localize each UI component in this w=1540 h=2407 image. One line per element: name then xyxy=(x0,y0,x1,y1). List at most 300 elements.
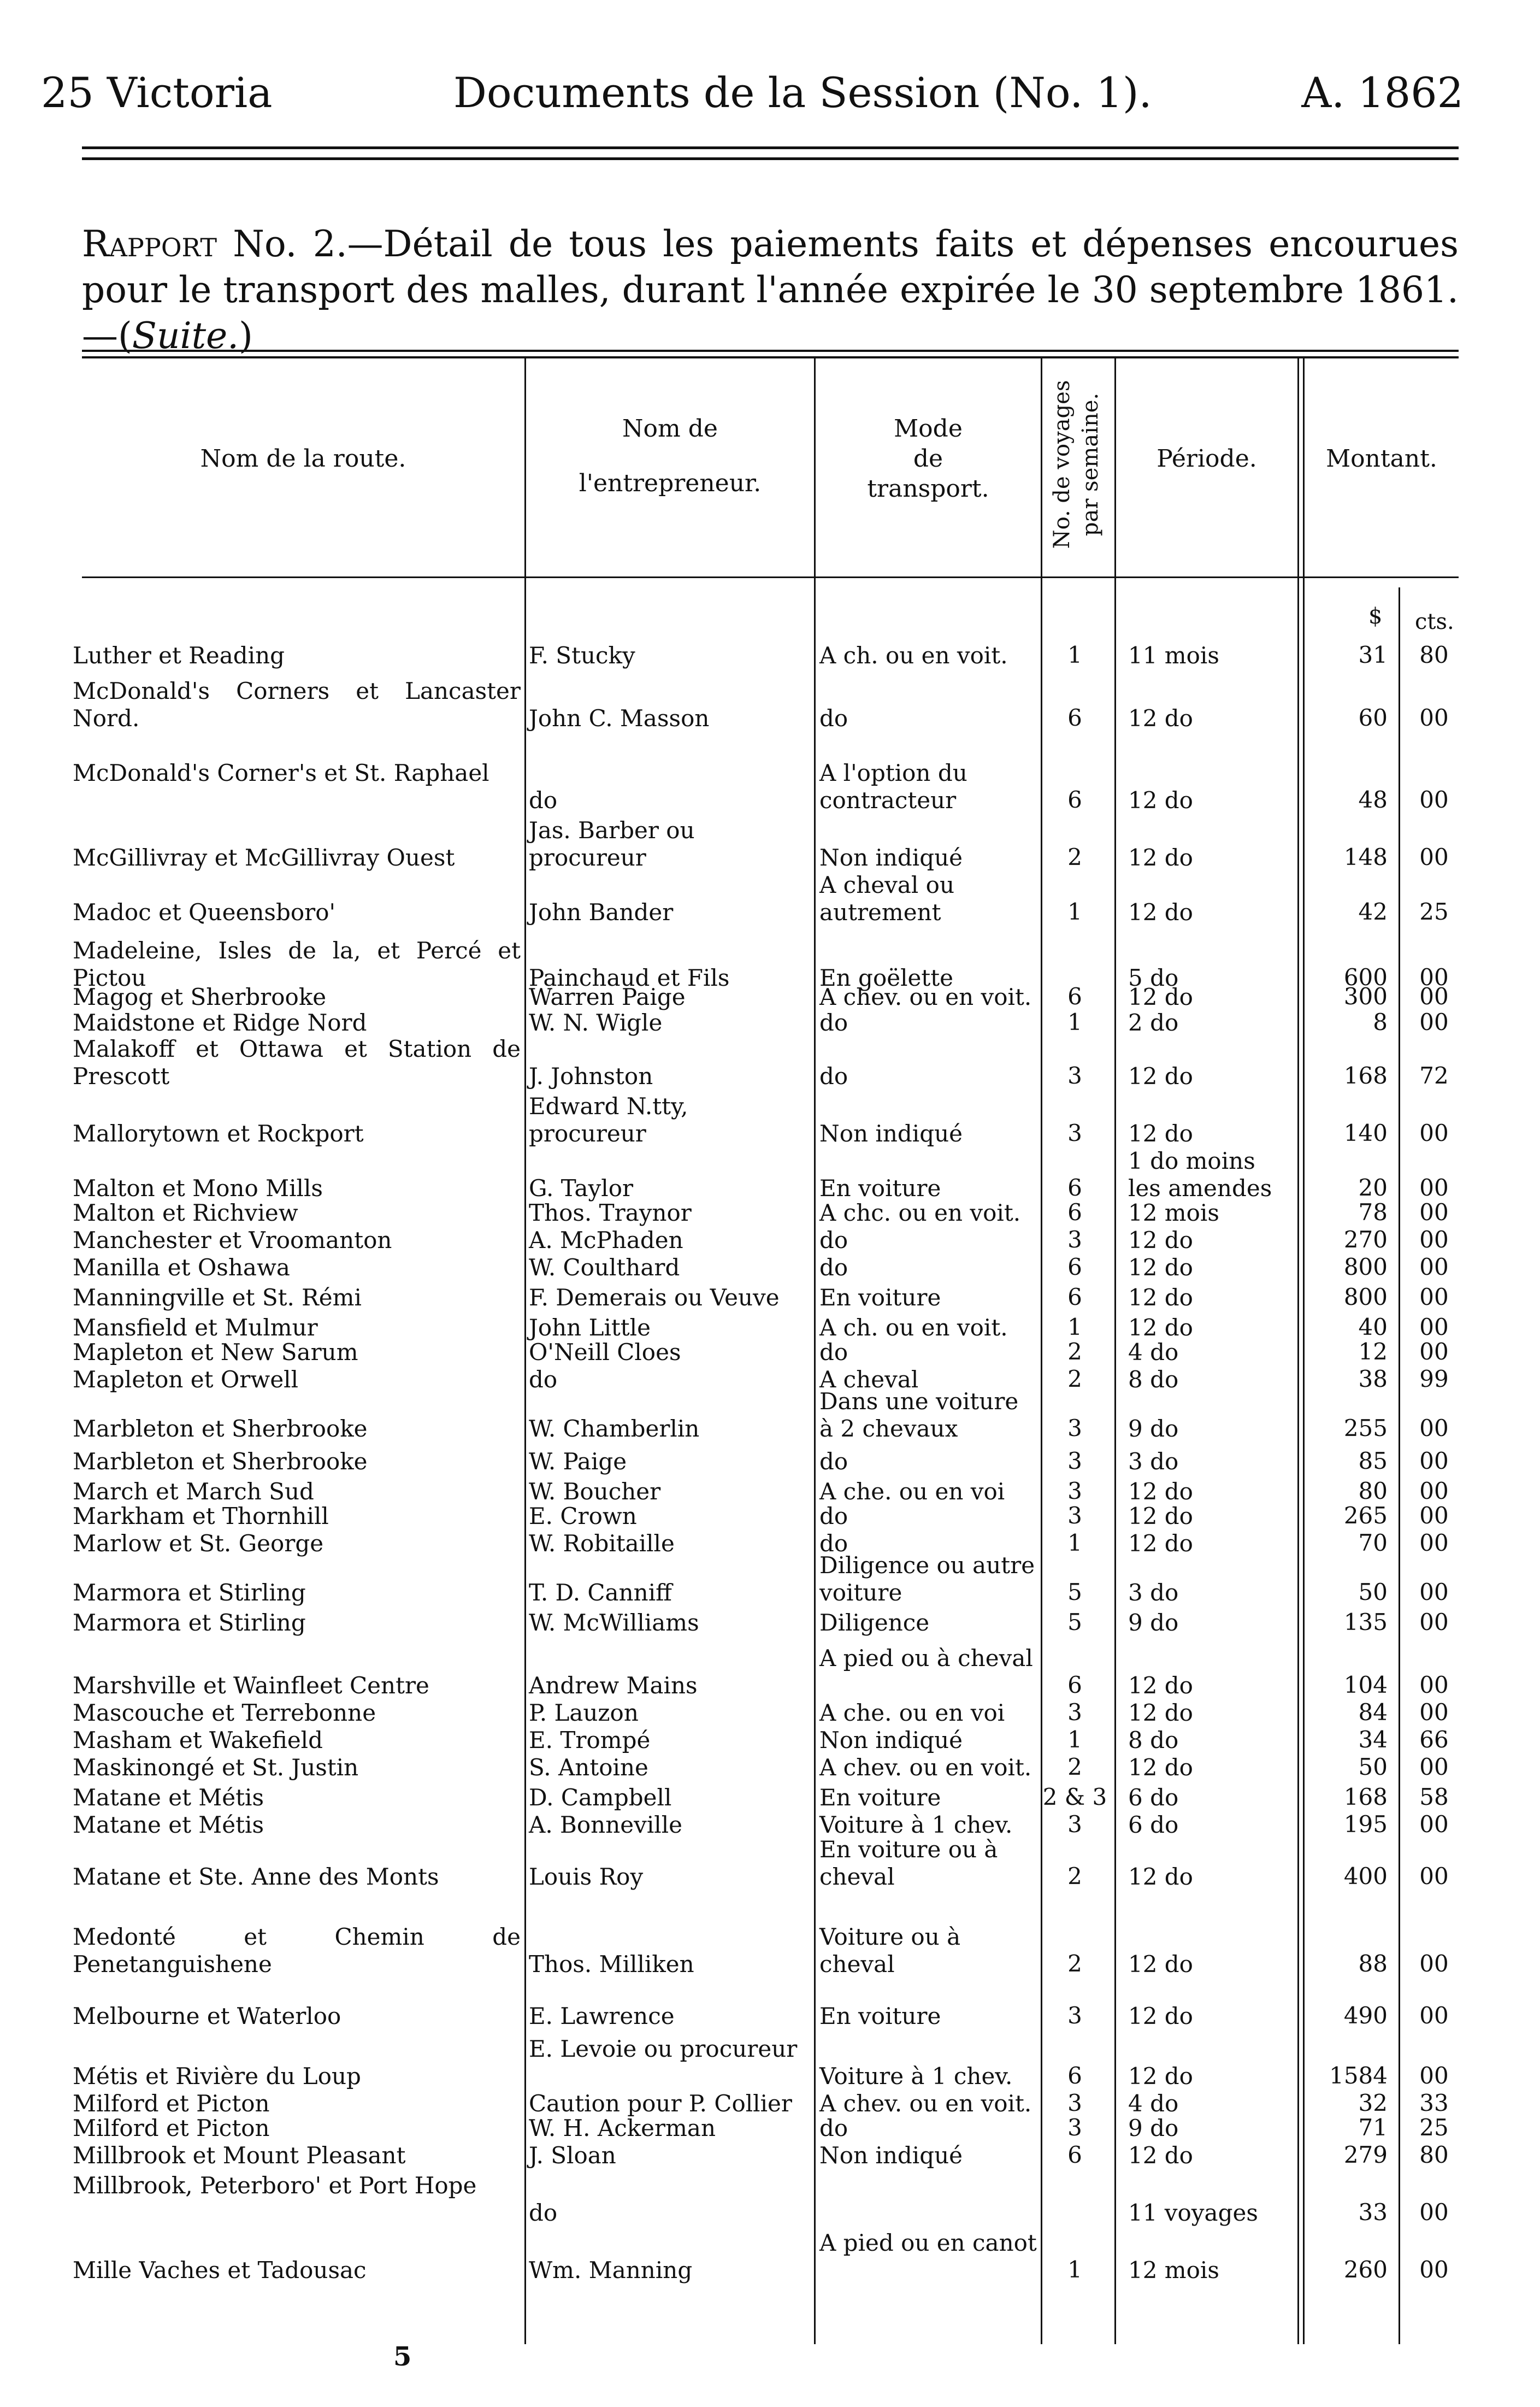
transport-mode: A che. ou en voi xyxy=(819,1478,1005,1505)
voyages-per-week: 6 xyxy=(1067,1253,1082,1280)
voyages-per-week: 6 xyxy=(1067,2062,1082,2089)
amount-dollars: 800 xyxy=(1343,1253,1388,1280)
route-name: Marbleton et Sherbrooke xyxy=(73,1448,368,1475)
transport-mode: do xyxy=(819,1448,848,1475)
period: 12 do xyxy=(1128,1672,1193,1699)
voyages-per-week: 2 xyxy=(1067,844,1082,870)
route-name: Marmora et Stirling xyxy=(73,1609,306,1636)
col-divider-periode xyxy=(1297,358,1299,2344)
route-name: Marbleton et Sherbrooke xyxy=(73,1415,368,1442)
voyages-per-week: 1 xyxy=(1067,898,1082,925)
route-name: Medonté et Chemin de Penetanguishene xyxy=(73,1923,521,1978)
transport-mode: Non indiqué xyxy=(819,1727,963,1753)
header-rule xyxy=(82,146,1459,149)
contractor-name: F. Stucky xyxy=(529,642,635,669)
header-year: A. 1862 xyxy=(1301,68,1464,117)
amount-dollars: 38 xyxy=(1358,1366,1388,1392)
period: 12 do xyxy=(1128,2063,1193,2090)
amount-dollars: 50 xyxy=(1358,1579,1388,1605)
col-header-contractor-2: l'entrepreneur. xyxy=(579,469,762,497)
table-top-rule-2 xyxy=(82,356,1459,358)
header-session-year: 25 Victoria xyxy=(41,68,273,117)
period: 12 do xyxy=(1128,1063,1193,1090)
header-document-title: Documents de la Session (No. 1). xyxy=(453,68,1152,117)
amount-cents: 25 xyxy=(1419,2114,1449,2141)
voyages-per-week: 2 xyxy=(1067,1863,1082,1890)
period: 12 do xyxy=(1128,844,1193,871)
transport-mode: A chev. ou en voit. xyxy=(819,984,1032,1010)
route-name: March et March Sud xyxy=(73,1478,314,1505)
route-name: Magog et Sherbrooke xyxy=(73,984,327,1010)
col-header-route: Nom de la route. xyxy=(200,445,406,473)
amount-dollars: 85 xyxy=(1358,1447,1388,1474)
unit-cents: cts. xyxy=(1415,609,1454,634)
period: 12 do xyxy=(1128,1478,1193,1505)
route-name: Mapleton et Orwell xyxy=(73,1366,299,1393)
col-divider-voyages xyxy=(1114,358,1116,2344)
route-name: Milford et Picton xyxy=(73,2090,270,2117)
amount-cents: 00 xyxy=(1419,844,1449,870)
route-name: McDonald's Corner's et St. Raphael xyxy=(73,760,489,786)
col-header-montant: Montant. xyxy=(1326,445,1437,473)
contractor-name: W. McWilliams xyxy=(529,1609,699,1636)
transport-mode: do xyxy=(819,1063,848,1090)
period: 12 do xyxy=(1128,1314,1193,1341)
amount-dollars: 1584 xyxy=(1329,2062,1388,2089)
voyages-per-week: 2 xyxy=(1067,1950,1082,1977)
period: 6 do xyxy=(1128,1811,1179,1838)
contractor-name: Andrew Mains xyxy=(529,1672,698,1699)
period: 9 do xyxy=(1128,1609,1179,1636)
period: 9 do xyxy=(1128,1415,1179,1442)
amount-dollars: 140 xyxy=(1343,1120,1388,1146)
voyages-per-week: 6 xyxy=(1067,1174,1082,1201)
contractor-name: T. D. Canniff xyxy=(529,1579,672,1606)
voyages-per-week: 6 xyxy=(1067,786,1082,813)
transport-mode: Non indiqué xyxy=(819,2142,963,2169)
route-name: Mansfield et Mulmur xyxy=(73,1314,318,1341)
report-description: No. 2.—Détail de tous les paiements faits et dépenses encourues pour le transport des malles, durant l'année expirée le 30 septembre 1861.—( xyxy=(82,223,1459,357)
amount-cents: 00 xyxy=(1419,1120,1449,1146)
period: 12 do xyxy=(1128,1503,1193,1529)
contractor-name: E. Lawrence xyxy=(529,2003,675,2029)
amount-dollars: 34 xyxy=(1358,1726,1388,1753)
voyages-per-week: 3 xyxy=(1067,2114,1082,2141)
route-name: Malton et Richview xyxy=(73,1199,298,1226)
route-name: Melbourne et Waterloo xyxy=(73,2003,341,2029)
amount-cents: 00 xyxy=(1419,1579,1449,1605)
contractor-name: do xyxy=(529,787,558,814)
route-name: Malakoff et Ottawa et Station de Prescott xyxy=(73,1035,521,1090)
transport-mode: A pied ou à cheval xyxy=(819,1645,1033,1672)
amount-dollars: 255 xyxy=(1343,1415,1388,1441)
period: 12 mois xyxy=(1128,1199,1219,1226)
contractor-name: Jas. Barber ou procureur xyxy=(529,817,695,871)
contractor-name: John Bander xyxy=(529,899,674,926)
period: 12 do xyxy=(1128,1254,1193,1281)
period: 4 do xyxy=(1128,2090,1179,2117)
voyages-per-week: 3 xyxy=(1067,1478,1082,1504)
transport-mode: A chc. ou en voit. xyxy=(819,1199,1021,1226)
amount-dollars: 400 xyxy=(1343,1863,1388,1890)
contractor-name: W. H. Ackerman xyxy=(529,2115,716,2141)
voyages-per-week: 1 xyxy=(1067,2256,1082,2283)
contractor-name: Warren Paige xyxy=(529,984,686,1010)
page-number: 5 xyxy=(393,2341,412,2372)
amount-dollars: 279 xyxy=(1343,2141,1388,2168)
transport-mode: A chev. ou en voit. xyxy=(819,2090,1032,2117)
contractor-name: Louis Roy xyxy=(529,1863,644,1890)
route-name: Manchester et Vroomanton xyxy=(73,1227,392,1253)
transport-mode: do xyxy=(819,1254,848,1281)
amount-dollars: 600 xyxy=(1343,964,1388,991)
amount-cents: 00 xyxy=(1419,983,1449,1010)
amount-cents: 00 xyxy=(1419,1284,1449,1310)
amount-cents: 00 xyxy=(1419,1314,1449,1340)
route-name: Matane et Métis xyxy=(73,1784,264,1811)
amount-cents: 00 xyxy=(1419,1253,1449,1280)
amount-cents: 80 xyxy=(1419,2141,1449,2168)
transport-mode: En voiture xyxy=(819,1175,941,1202)
contractor-name: Wm. Manning xyxy=(529,2257,693,2284)
route-name: Mallorytown et Rockport xyxy=(73,1120,364,1147)
voyages-per-week: 3 xyxy=(1067,1699,1082,1726)
contractor-name: W. Paige xyxy=(529,1448,627,1475)
col-header-contractor-1: Nom de xyxy=(622,415,718,443)
header-bottom-rule xyxy=(82,576,1459,578)
contractor-name: E. Trompé xyxy=(529,1727,651,1753)
amount-dollars: 800 xyxy=(1343,1284,1388,1310)
contractor-name: W. Coulthard xyxy=(529,1254,680,1281)
route-name: Masham et Wakefield xyxy=(73,1727,323,1753)
transport-mode: do xyxy=(819,2115,848,2141)
voyages-per-week: 2 xyxy=(1067,1753,1082,1780)
voyages-per-week: 5 xyxy=(1067,1609,1082,1635)
transport-mode: A ch. ou en voit. xyxy=(819,642,1008,669)
amount-dollars: 8 xyxy=(1373,1009,1388,1035)
amount-cents: 00 xyxy=(1419,1447,1449,1474)
col-header-mode-3: transport. xyxy=(867,475,989,503)
col-header-mode-1: Mode xyxy=(894,415,963,443)
transport-mode: A l'option du contracteur xyxy=(819,760,967,814)
amount-cents: 00 xyxy=(1419,1811,1449,1838)
amount-cents: 00 xyxy=(1419,2002,1449,2029)
voyages-per-week: 6 xyxy=(1067,1284,1082,1310)
voyages-per-week: 1 xyxy=(1067,1314,1082,1340)
amount-cents: 00 xyxy=(1419,1338,1449,1365)
amount-dollars: 48 xyxy=(1358,786,1388,813)
amount-cents: 00 xyxy=(1419,1009,1449,1035)
contractor-name: Thos. Traynor xyxy=(529,1199,692,1226)
voyages-per-week: 6 xyxy=(1067,983,1082,1010)
contractor-name: do xyxy=(529,1366,558,1393)
period: 12 do xyxy=(1128,1754,1193,1781)
period: 6 do xyxy=(1128,1784,1179,1811)
route-name: Matane et Métis xyxy=(73,1811,264,1838)
route-name: Millbrook et Mount Pleasant xyxy=(73,2142,406,2169)
transport-mode: En voiture xyxy=(819,1784,941,1811)
amount-dollars: 80 xyxy=(1358,1478,1388,1504)
contractor-name: W. Chamberlin xyxy=(529,1415,700,1442)
period: 12 mois xyxy=(1128,2257,1219,2284)
amount-dollars: 50 xyxy=(1358,1753,1388,1780)
voyages-per-week: 1 xyxy=(1067,1529,1082,1556)
amount-cents: 00 xyxy=(1419,704,1449,731)
voyages-per-week: 1 xyxy=(1067,1726,1082,1753)
route-name: Mapleton et New Sarum xyxy=(73,1339,358,1366)
amount-cents: 00 xyxy=(1419,2199,1449,2226)
amount-dollars: 270 xyxy=(1343,1226,1388,1253)
amount-dollars: 78 xyxy=(1358,1199,1388,1226)
voyages-per-week: 3 xyxy=(1067,1120,1082,1146)
voyages-per-week: 2 xyxy=(1067,1338,1082,1365)
amount-cents: 00 xyxy=(1419,1753,1449,1780)
period: 12 do xyxy=(1128,1120,1193,1147)
transport-mode: En goëlette xyxy=(819,964,953,991)
transport-mode: Diligence xyxy=(819,1609,930,1636)
transport-mode: do xyxy=(819,1530,848,1557)
route-name: Markham et Thornhill xyxy=(73,1503,329,1529)
amount-dollars: 104 xyxy=(1343,1672,1388,1698)
route-name: Manilla et Oshawa xyxy=(73,1254,290,1281)
route-name: Métis et Rivière du Loup xyxy=(73,2063,361,2090)
amount-cents: 80 xyxy=(1419,642,1449,668)
period: 12 do xyxy=(1128,787,1193,814)
col-header-periode: Période. xyxy=(1157,445,1257,473)
voyages-per-week: 3 xyxy=(1067,1062,1082,1089)
voyages-per-week: 3 xyxy=(1067,1447,1082,1474)
col-header-voyages-2: par semaine. xyxy=(1078,392,1103,537)
amount-cents: 33 xyxy=(1419,2090,1449,2116)
voyages-per-week: 6 xyxy=(1067,2141,1082,2168)
amount-dollars: 42 xyxy=(1358,898,1388,925)
amount-cents: 00 xyxy=(1419,2256,1449,2283)
route-name: Maidstone et Ridge Nord xyxy=(73,1009,367,1036)
contractor-name: E. Crown xyxy=(529,1503,637,1529)
transport-mode: A cheval ou autrement xyxy=(819,872,954,926)
route-name: Marmora et Stirling xyxy=(73,1579,306,1606)
amount-dollars: 31 xyxy=(1358,642,1388,668)
period: 9 do xyxy=(1128,2115,1179,2141)
route-name: Luther et Reading xyxy=(73,642,285,669)
contractor-name: P. Lauzon xyxy=(529,1699,639,1726)
contractor-name: W. Robitaille xyxy=(529,1530,675,1557)
contractor-name: J. Sloan xyxy=(529,2142,616,2169)
voyages-per-week: 6 xyxy=(1067,1199,1082,1226)
contractor-name: Edward N.tty, procureur xyxy=(529,1093,688,1147)
transport-mode: Non indiqué xyxy=(819,1120,963,1147)
amount-cents: 58 xyxy=(1419,1784,1449,1810)
route-name: Madoc et Queensboro' xyxy=(73,899,336,926)
period: 12 do xyxy=(1128,1951,1193,1978)
col-header-voyages-1: No. de voyages xyxy=(1049,380,1075,549)
voyages-per-week: 3 xyxy=(1067,1811,1082,1838)
col-divider-route xyxy=(524,358,526,2344)
transport-mode: Non indiqué xyxy=(819,844,963,871)
route-name: McDonald's Corners et Lancaster Nord. xyxy=(73,678,521,732)
report-title xyxy=(82,221,1459,359)
amount-dollars: 168 xyxy=(1343,1062,1388,1089)
route-name: Mille Vaches et Tadousac xyxy=(73,2257,367,2284)
amount-cents: 00 xyxy=(1419,1415,1449,1441)
period: 12 do xyxy=(1128,2142,1193,2169)
contractor-name: Painchaud et Fils xyxy=(529,964,730,991)
contractor-name: John Little xyxy=(529,1314,651,1341)
transport-mode: do xyxy=(819,1503,848,1529)
amount-cents: 00 xyxy=(1419,1174,1449,1201)
amount-dollars: 40 xyxy=(1358,1314,1388,1340)
amount-cents: 00 xyxy=(1419,1478,1449,1504)
period: 12 do xyxy=(1128,1699,1193,1726)
period: 11 voyages xyxy=(1128,2199,1258,2226)
route-name: McGillivray et McGillivray Ouest xyxy=(73,844,455,871)
amount-cents: 25 xyxy=(1419,898,1449,925)
period: 8 do xyxy=(1128,1366,1179,1393)
amount-cents: 72 xyxy=(1419,1062,1449,1089)
amount-cents: 00 xyxy=(1419,1502,1449,1529)
transport-mode: do xyxy=(819,705,848,732)
amount-cents: 99 xyxy=(1419,1366,1449,1392)
period: 12 do xyxy=(1128,1227,1193,1253)
voyages-per-week: 3 xyxy=(1067,2002,1082,2029)
contractor-name: O'Neill Cloes xyxy=(529,1339,681,1366)
amount-dollars: 12 xyxy=(1358,1338,1388,1365)
period: 12 do xyxy=(1128,2003,1193,2029)
amount-cents: 00 xyxy=(1419,786,1449,813)
contractor-name: S. Antoine xyxy=(529,1754,648,1781)
period: 5 do xyxy=(1128,964,1179,991)
report-suite: Suite. xyxy=(132,315,239,357)
transport-mode: do xyxy=(819,1009,848,1036)
period: 12 do xyxy=(1128,899,1193,926)
amount-dollars: 60 xyxy=(1358,704,1388,731)
contractor-name: do xyxy=(529,2199,558,2226)
transport-mode: do xyxy=(819,1227,848,1253)
amount-cents: 00 xyxy=(1419,1699,1449,1726)
period: 3 do xyxy=(1128,1579,1179,1606)
transport-mode: En voiture xyxy=(819,2003,941,2029)
amount-cents: 00 xyxy=(1419,1672,1449,1698)
period: 11 mois xyxy=(1128,642,1219,669)
voyages-per-week: 6 xyxy=(1067,704,1082,731)
transport-mode: En voiture ou à cheval xyxy=(819,1836,998,1890)
period: 12 do xyxy=(1128,984,1193,1010)
amount-cents: 00 xyxy=(1419,1609,1449,1635)
amount-cents: 00 xyxy=(1419,1863,1449,1890)
amount-dollars: 135 xyxy=(1343,1609,1388,1635)
voyages-per-week: 2 & 3 xyxy=(1042,1784,1107,1810)
report-close: ) xyxy=(239,315,253,357)
table-top-rule xyxy=(82,350,1459,352)
period: 8 do xyxy=(1128,1727,1179,1753)
amount-dollars: 168 xyxy=(1343,1784,1388,1810)
transport-mode: Diligence ou autre voiture xyxy=(819,1552,1035,1606)
voyages-per-week: 3 xyxy=(1067,1502,1082,1529)
transport-mode: A cheval xyxy=(819,1366,919,1393)
col-divider-contractor xyxy=(814,358,816,2344)
transport-mode: A ch. ou en voit. xyxy=(819,1314,1008,1341)
contractor-name: F. Demerais ou Veuve xyxy=(529,1284,780,1311)
amount-cents: 00 xyxy=(1419,1199,1449,1226)
unit-dollars: $ xyxy=(1368,604,1383,629)
amount-cents: 00 xyxy=(1419,1950,1449,1977)
contractor-name: Thos. Milliken xyxy=(529,1951,694,1978)
transport-mode: A chev. ou en voit. xyxy=(819,1754,1032,1781)
amount-dollars: 265 xyxy=(1343,1502,1388,1529)
report-label: Rapport xyxy=(82,223,217,265)
contractor-name: Caution pour P. Collier xyxy=(529,2090,792,2117)
amount-dollars: 70 xyxy=(1358,1529,1388,1556)
col-divider-cents xyxy=(1399,587,1400,2344)
amount-cents: 66 xyxy=(1419,1726,1449,1753)
period: 4 do xyxy=(1128,1339,1179,1366)
amount-dollars: 490 xyxy=(1343,2002,1388,2029)
route-name: Mascouche et Terrebonne xyxy=(73,1699,376,1726)
voyages-per-week: 1 xyxy=(1067,1009,1082,1035)
col-header-mode-2: de xyxy=(913,445,943,473)
amount-cents: 00 xyxy=(1419,1226,1449,1253)
amount-cents: 00 xyxy=(1419,1529,1449,1556)
route-name: Marlow et St. George xyxy=(73,1530,324,1557)
period: 2 do xyxy=(1128,1009,1179,1036)
amount-dollars: 88 xyxy=(1358,1950,1388,1977)
contractor-name: W. Boucher xyxy=(529,1478,661,1505)
contractor-name: A. McPhaden xyxy=(529,1227,683,1253)
voyages-per-week: 3 xyxy=(1067,2090,1082,2116)
route-name: Malton et Mono Mills xyxy=(73,1175,323,1202)
voyages-per-week: 6 xyxy=(1067,1672,1082,1698)
period: 12 do xyxy=(1128,1863,1193,1890)
amount-dollars: 71 xyxy=(1358,2114,1388,2141)
transport-mode: Dans une voiture à 2 chevaux xyxy=(819,1388,1019,1442)
period: 12 do xyxy=(1128,1284,1193,1311)
voyages-per-week: 1 xyxy=(1067,642,1082,668)
period: 12 do xyxy=(1128,1530,1193,1557)
contractor-name: A. Bonneville xyxy=(529,1811,683,1838)
transport-mode: En voiture xyxy=(819,1284,941,1311)
amount-dollars: 300 xyxy=(1343,983,1388,1010)
voyages-per-week: 3 xyxy=(1067,1415,1082,1441)
amount-dollars: 260 xyxy=(1343,2256,1388,2283)
route-name: Milford et Picton xyxy=(73,2115,270,2141)
contractor-name: E. Levoie ou procureur xyxy=(529,2035,798,2062)
transport-mode: A pied ou en canot xyxy=(819,2229,1037,2256)
amount-dollars: 32 xyxy=(1358,2090,1388,2116)
amount-cents: 00 xyxy=(1419,2062,1449,2089)
contractor-name: J. Johnston xyxy=(529,1063,653,1090)
route-name: Manningville et St. Rémi xyxy=(73,1284,362,1311)
voyages-per-week: 2 xyxy=(1067,1366,1082,1392)
contractor-name: D. Campbell xyxy=(529,1784,672,1811)
amount-dollars: 84 xyxy=(1358,1699,1388,1726)
amount-cents: 00 xyxy=(1419,964,1449,991)
period: 1 do moins les amendes xyxy=(1128,1147,1272,1202)
amount-dollars: 20 xyxy=(1358,1174,1388,1201)
transport-mode: Voiture à 1 chev. xyxy=(819,1811,1013,1838)
contractor-name: John C. Masson xyxy=(529,705,710,732)
period: 12 do xyxy=(1128,705,1193,732)
contractor-name: W. N. Wigle xyxy=(529,1009,663,1036)
voyages-per-week: 5 xyxy=(1067,1579,1082,1605)
route-name: Millbrook, Peterboro' et Port Hope xyxy=(73,2172,477,2199)
transport-mode: Voiture ou à cheval xyxy=(819,1923,961,1978)
period: 3 do xyxy=(1128,1448,1179,1475)
route-name: Marshville et Wainfleet Centre xyxy=(73,1672,429,1699)
transport-mode: do xyxy=(819,1339,848,1366)
transport-mode: A che. ou en voi xyxy=(819,1699,1005,1726)
route-name: Madeleine, Isles de la, et Percé et Pictou xyxy=(73,937,521,991)
transport-mode: Voiture à 1 chev. xyxy=(819,2063,1013,2090)
